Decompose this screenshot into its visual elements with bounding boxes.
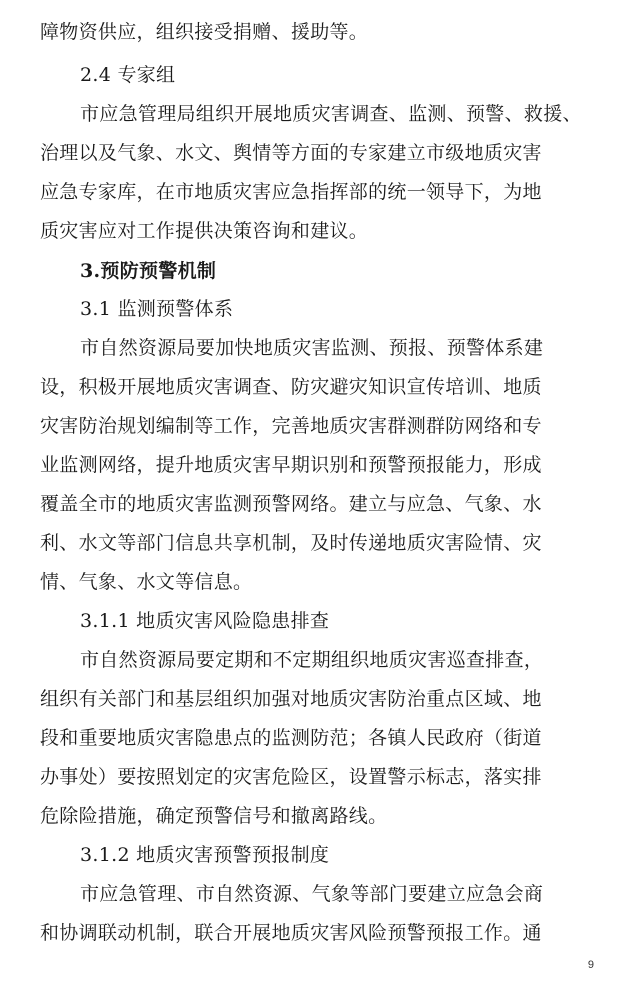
- text-line: 覆盖全市的地质灾害监测预警网络。建立与应急、气象、水: [40, 493, 542, 515]
- text-line: 业监测网络，提升地质灾害早期识别和预警预报能力，形成: [40, 454, 542, 476]
- text-line: 危除险措施，确定预警信号和撤离路线。: [40, 805, 388, 827]
- section-heading: 3.1.2 地质灾害预警预报制度: [80, 844, 330, 866]
- section-heading: 3.预防预警机制: [80, 260, 217, 282]
- text-line: 办事处）要按照划定的灾害危险区，设置警示标志，落实排: [40, 766, 542, 788]
- section-heading: 3.1 监测预警体系: [80, 298, 234, 320]
- section-heading: 2.4 专家组: [80, 64, 176, 86]
- text-line: 质灾害应对工作提供决策咨询和建议。: [40, 220, 369, 242]
- text-line: 灾害防治规划编制等工作，完善地质灾害群测群防网络和专: [40, 415, 542, 437]
- text-line: 组织有关部门和基层组织加强对地质灾害防治重点区域、地: [40, 688, 542, 710]
- text-line: 段和重要地质灾害隐患点的监测防范；各镇人民政府（街道: [40, 727, 542, 749]
- page-number: 9: [587, 959, 594, 971]
- text-line: 情、气象、水文等信息。: [40, 571, 253, 593]
- text-line: 市自然资源局要加快地质灾害监测、预报、预警体系建: [80, 337, 544, 359]
- section-heading: 3.1.1 地质灾害风险隐患排查: [80, 610, 330, 632]
- text-line: 利、水文等部门信息共享机制，及时传递地质灾害险情、灾: [40, 532, 542, 554]
- text-line: 市应急管理、市自然资源、气象等部门要建立应急会商: [80, 883, 544, 905]
- text-line: 设，积极开展地质灾害调查、防灾避灾知识宣传培训、地质: [40, 376, 542, 398]
- text-line: 障物资供应，组织接受捐赠、援助等。: [40, 21, 369, 43]
- text-line: 应急专家库，在市地质灾害应急指挥部的统一领导下，为地: [40, 181, 542, 203]
- text-line: 市应急管理局组织开展地质灾害调查、监测、预警、救援、: [80, 103, 582, 125]
- text-line: 市自然资源局要定期和不定期组织地质灾害巡查排查，: [80, 649, 544, 671]
- text-line: 治理以及气象、水文、舆情等方面的专家建立市级地质灾害: [40, 142, 542, 164]
- text-line: 和协调联动机制，联合开展地质灾害风险预警预报工作。通: [40, 922, 542, 944]
